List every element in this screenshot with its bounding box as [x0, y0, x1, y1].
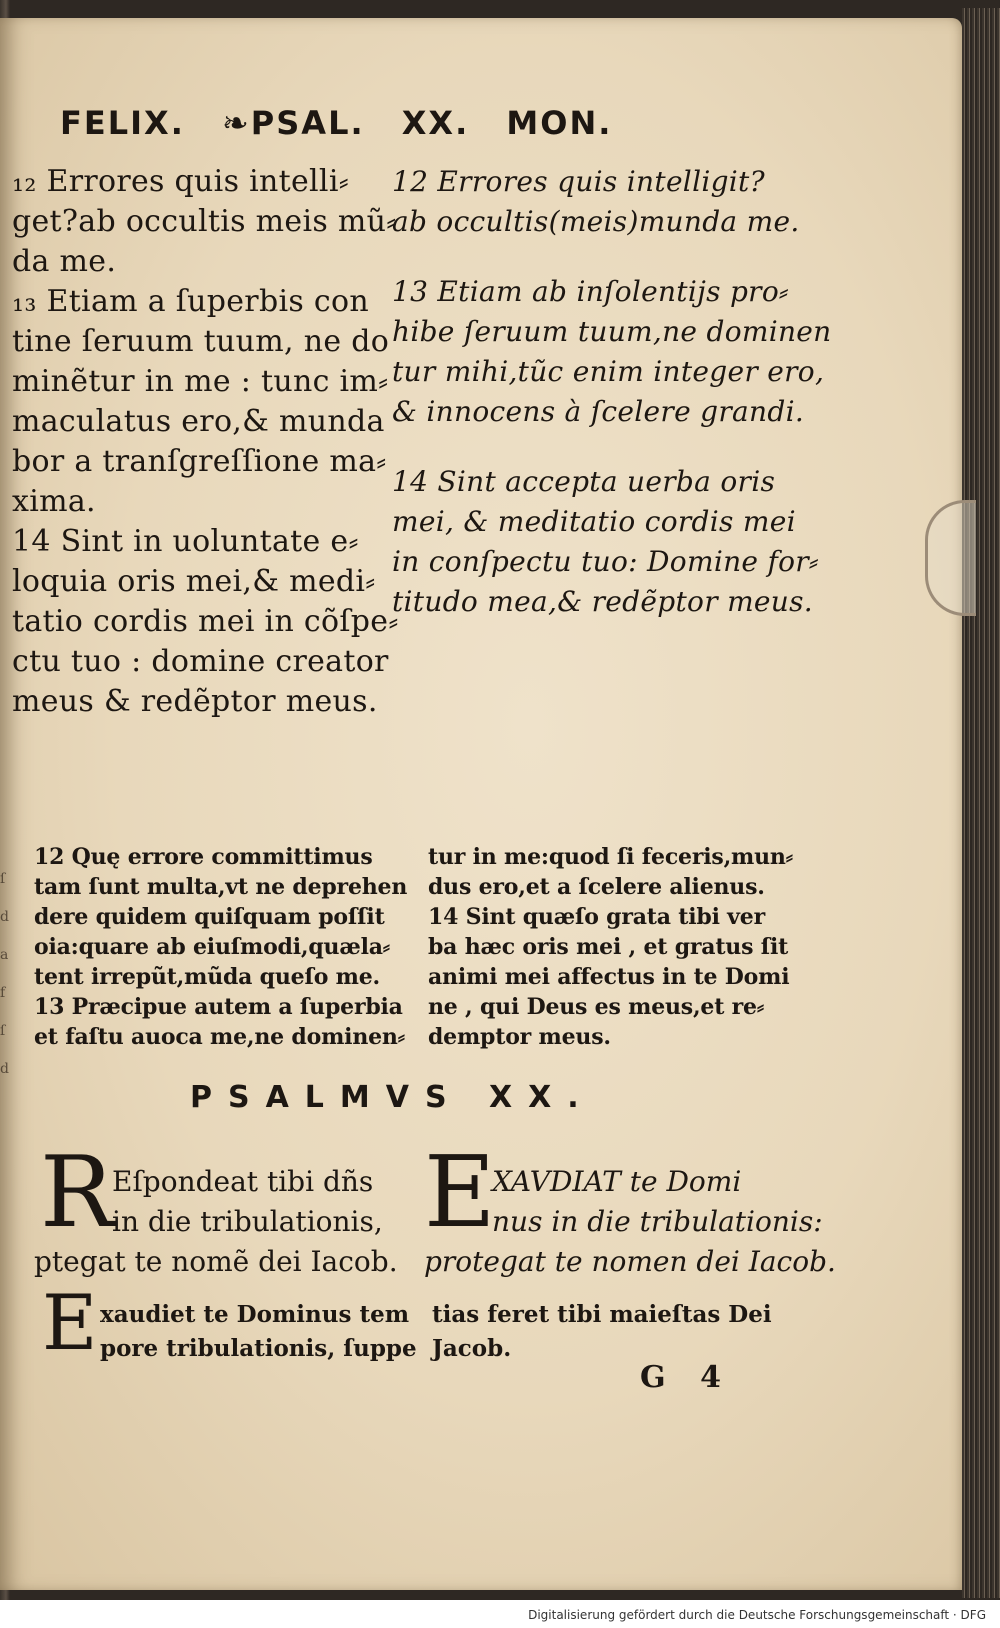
- verse-right-block: [492, 1162, 823, 1242]
- latin-text-column: [12, 162, 399, 722]
- text-line: tias feret tibi maieſtas Dei: [432, 1301, 772, 1328]
- text-line: maculatus ero,& munda: [12, 404, 385, 439]
- text-line: tine ſeruum tuum, ne do: [12, 324, 390, 359]
- text-line: demptor meus.: [428, 1024, 611, 1050]
- drop-capital: E: [424, 1136, 496, 1250]
- running-head-part: XX.: [401, 104, 470, 142]
- text-line: hibe ſeruum tuum,ne dominen: [392, 315, 832, 348]
- text-line: in conſpectu tuo: Domine for⸗: [392, 545, 819, 578]
- gutter-mark: ſ: [0, 871, 6, 887]
- text-line: animi mei affectus in te Domi: [428, 964, 790, 990]
- text-line: dere quidem quiſquam poſſit: [34, 904, 385, 930]
- text-line: 12 Errores quis intelligit?: [392, 165, 765, 198]
- text-line: ₁₃ Etiam a ſuperbis con: [12, 284, 369, 319]
- gutter-mark: f: [0, 985, 6, 1001]
- text-line: ptegat te nomẽ dei Iacob.: [34, 1245, 398, 1278]
- text-line: oia:quare ab eiuſmodi,quæla⸗: [34, 934, 390, 960]
- verse-right-tail: [424, 1242, 836, 1282]
- text-line: minẽtur in me : tunc im⸗: [12, 364, 389, 399]
- text-line: mei, & meditatio cordis mei: [392, 505, 796, 538]
- drop-capital: E: [42, 1278, 98, 1367]
- gutter-mark: ſ: [0, 1023, 6, 1039]
- text-line: titudo mea,& redẽptor meus.: [392, 585, 814, 618]
- gutter-bleed-text: [0, 860, 18, 1088]
- text-line: ctu tuo : domine creator: [12, 644, 389, 679]
- footer-credit: Digitalisierung gefördert durch die Deutsche Forschungsgemeinschaft · DFG: [528, 1608, 986, 1622]
- text-line: bor a tranſgreſſione ma⸗: [12, 444, 387, 479]
- gutter-mark: d: [0, 1061, 9, 1077]
- text-line: ₁₂ Errores quis intelli⸗: [12, 164, 350, 199]
- running-head: [60, 104, 740, 142]
- gutter-mark: d: [0, 909, 9, 925]
- text-line: tur in me:quod ſi feceris,mun⸗: [428, 844, 793, 870]
- verse2-left-block: [100, 1298, 417, 1366]
- text-line: ba hæc oris mei , et gratus ſit: [428, 934, 789, 960]
- text-line: 14 Sint accepta uerba oris: [392, 465, 776, 498]
- blackletter-right-column: [428, 842, 828, 1052]
- drop-capital: R: [40, 1136, 114, 1250]
- text-line: tent irrepũt,mũda queſo me.: [34, 964, 380, 990]
- text-line: XAVDIAT te Domi: [492, 1165, 742, 1198]
- text-line: dus ero,et a ſcelere alienus.: [428, 874, 765, 900]
- verse-left-tail: [34, 1242, 398, 1282]
- text-line: loquia oris mei,& medi⸗: [12, 564, 376, 599]
- text-line: 12 Quę errore committimus: [34, 844, 373, 870]
- text-line: Eſpondeat tibi dñs: [112, 1165, 374, 1198]
- text-line: pore tribulationis, ſuppe: [100, 1335, 417, 1362]
- text-line: protegat te nomen dei Iacob.: [424, 1245, 836, 1278]
- text-line: et faſtu auoca me,ne dominen⸗: [34, 1024, 405, 1050]
- text-line: xaudiet te Dominus tem: [100, 1301, 410, 1328]
- running-head-part: ❧PSAL.: [221, 104, 365, 142]
- signature-mark: G 4: [640, 1360, 733, 1395]
- text-line: meus & redẽptor meus.: [12, 684, 378, 719]
- text-line: tur mihi,tũc enim integer ero,: [392, 355, 825, 388]
- text-line: ab occultis(meis)munda me.: [392, 205, 800, 238]
- psalm-heading: PSALMVS XX.: [190, 1080, 595, 1115]
- verse-left-block: [112, 1162, 383, 1242]
- text-line: nus in die tribulationis:: [492, 1205, 823, 1238]
- text-line: xima.: [12, 484, 96, 519]
- text-line: da me.: [12, 244, 117, 279]
- page-clip: [925, 500, 976, 616]
- text-line: ne , qui Deus es meus,et re⸗: [428, 994, 764, 1020]
- text-line: get?ab occultis meis mũ⸗: [12, 204, 397, 239]
- gutter-mark: a: [0, 947, 9, 963]
- verse2-right-block: [432, 1298, 772, 1366]
- page-stack-edge: [962, 8, 1000, 1598]
- text-line: 14 Sint in uoluntate e⸗: [12, 524, 359, 559]
- text-line: 13 Etiam ab inſolentijs pro⸗: [392, 275, 789, 308]
- running-head-part: FELIX.: [60, 104, 185, 142]
- text-line: 13 Præcipue autem a ſuperbia: [34, 994, 403, 1020]
- text-line: in die tribulationis,: [112, 1205, 383, 1238]
- text-line: tam ſunt multa,vt ne deprehen: [34, 874, 408, 900]
- italic-text-column: [392, 162, 832, 622]
- text-line: tatio cordis mei in cõſpe⸗: [12, 604, 399, 639]
- blackletter-left-column: [34, 842, 424, 1052]
- running-head-part: MON.: [506, 104, 613, 142]
- text-line: 14 Sint quæſo grata tibi ver: [428, 904, 765, 930]
- text-line: Jacob.: [432, 1335, 512, 1362]
- text-line: & innocens à ſcelere grandi.: [392, 395, 805, 428]
- digitization-footer: [0, 1600, 1000, 1628]
